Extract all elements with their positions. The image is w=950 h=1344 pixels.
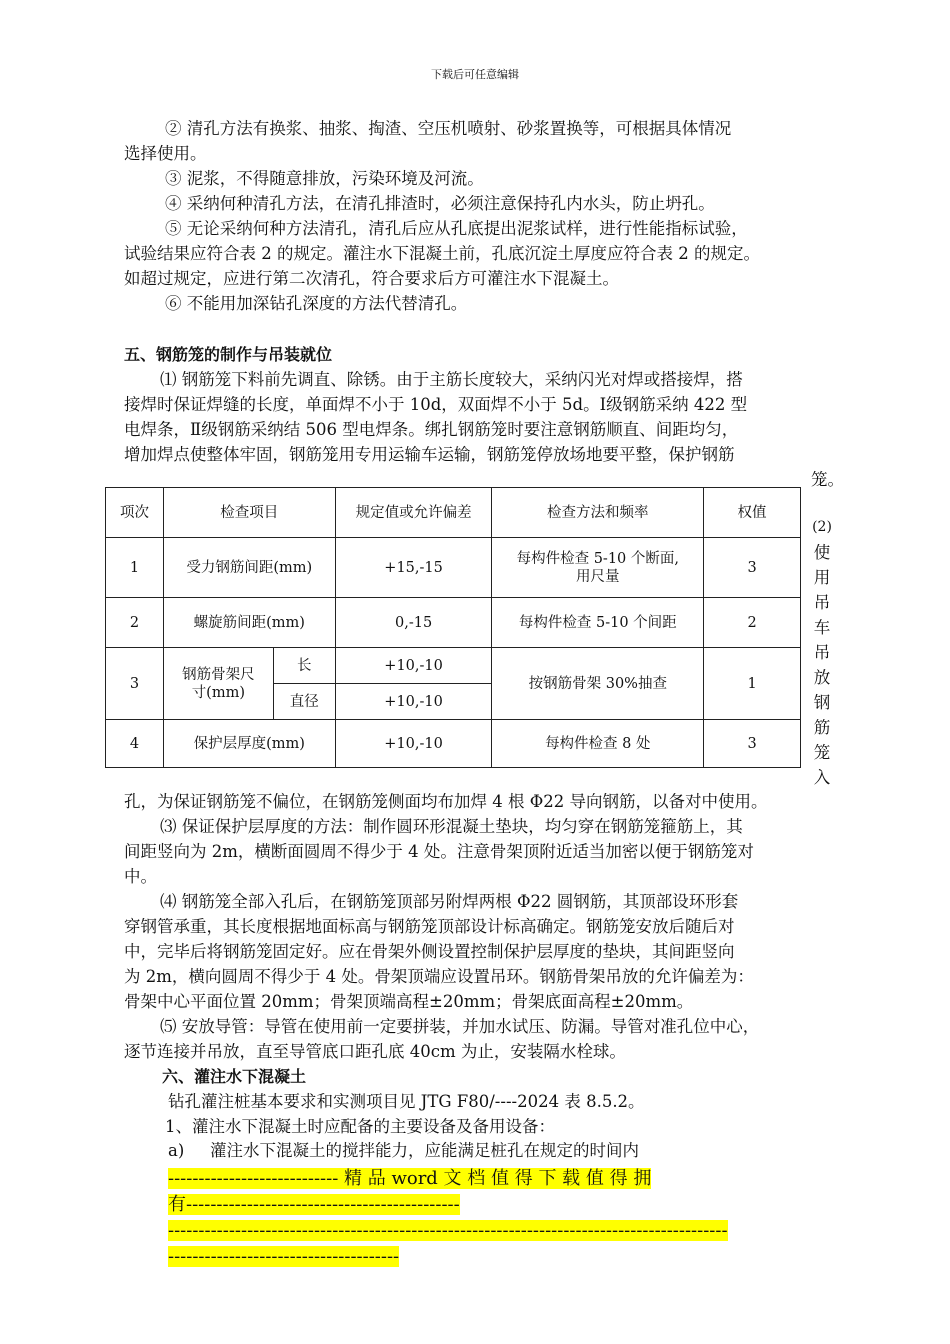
side-char: 放 [813, 668, 831, 687]
paragraph-line: 1、灌注水下混凝土时应配备的主要设备及备用设备： [165, 1117, 555, 1136]
table-row [106, 648, 801, 684]
rebar-inspection-table [105, 487, 801, 768]
table-cell: +10,-10 [335, 648, 492, 684]
side-char: (2) [812, 519, 832, 535]
side-char: 入 [813, 768, 831, 787]
table-cell [163, 648, 273, 720]
table-header-cell: 项次 [106, 488, 164, 538]
side-char: 吊 [813, 643, 831, 662]
paragraph-line: 笼。 [811, 470, 844, 489]
side-char: 吊 [813, 593, 831, 612]
table-header-cell: 规定值或允许偏差 [335, 488, 492, 538]
table-header-cell: 检查项目 [163, 488, 335, 538]
table-header-row [106, 488, 801, 538]
table-cell: +15,-15 [335, 538, 492, 598]
paragraph-line: ⑤ 无论采纳何种方法清孔，清孔后应从孔底提出泥浆试样，进行性能指标试验， [165, 219, 748, 238]
paragraph-line: 试验结果应符合表 2 的规定。灌注水下混凝土前，孔底沉淀土厚度应符合表 2 的规定。 [124, 244, 760, 263]
banner-line: ---------------------------- 精 品 word 文 档 值 得 下 载 值 得 拥 [168, 1168, 652, 1189]
cell-text-line: 用尺量 [576, 568, 620, 585]
cell-text-line: 每构件检查 5-10 个断面, [516, 550, 679, 567]
table-cell: 保护层厚度(mm) [163, 720, 335, 768]
paragraph-line: 孔，为保证钢筋笼不偏位，在钢筋笼侧面均布加焊 4 根 Φ22 导向钢筋，以备对中使用。 [124, 792, 768, 811]
paragraph-line: 灌注水下混凝土的搅拌能力，应能满足桩孔在规定的时间内 [210, 1141, 639, 1160]
paragraph-line: 钻孔灌注桩基本要求和实测项目见 JTG F80/----2024 表 8.5.2。 [168, 1092, 645, 1111]
section-heading: 六、灌注水下混凝土 [162, 1067, 307, 1086]
paragraph-line: 穿钢管承重，其长度根据地面标高与钢筋笼顶部设计标高确定。钢筋笼安放后随后对 [124, 917, 735, 936]
table-cell: 3 [106, 648, 164, 720]
table-cell: 3 [704, 538, 801, 598]
table-cell: 受力钢筋间距(mm) [163, 538, 335, 598]
banner-line: -------------------------------------------------------------------------------------------- [168, 1220, 728, 1241]
paragraph-line: 中。 [124, 867, 157, 886]
paragraph-line: ⑴ 钢筋笼下料前先调直、除锈。由于主筋长度较大，采纳闪光对焊或搭接焊，搭 [160, 370, 743, 389]
paragraph-line: ③ 泥浆，不得随意排放，污染环境及河流。 [165, 169, 484, 188]
list-marker: a) [168, 1141, 185, 1160]
paragraph-line: 为 2m，横向圆周不得少于 4 处。骨架顶端应设置吊环。钢筋骨架吊放的允许偏差为： [124, 967, 754, 986]
paragraph-line: ⑶ 保证保护层厚度的方法：制作圆环形混凝土垫块，均匀穿在钢筋笼箍筋上，其 [160, 817, 743, 836]
banner-line: -------------------------------------- [168, 1246, 400, 1267]
wrapped-side-text [807, 515, 837, 790]
table-cell: 每构件检查 8 处 [492, 720, 704, 768]
paragraph-line: 中，完毕后将钢筋笼固定好。应在骨架外侧设置控制保护层厚度的垫块，其间距竖向 [124, 942, 735, 961]
paragraph-line: 逐节连接并吊放，直至导管底口距孔底 40cm 为止，安装隔水栓球。 [124, 1042, 626, 1061]
table-cell: 按钢筋骨架 30%抽查 [492, 648, 704, 720]
table-cell: +10,-10 [335, 720, 492, 768]
cell-text-line: 钢筋骨架尺 [182, 666, 255, 683]
table-cell: 螺旋筋间距(mm) [163, 598, 335, 648]
table-cell: 长 [273, 648, 335, 684]
section-heading: 五、钢筋笼的制作与吊装就位 [124, 345, 333, 364]
paragraph-line: ⑥ 不能用加深钻孔深度的方法代替清孔。 [165, 294, 468, 313]
table-cell: 3 [704, 720, 801, 768]
table-row [106, 598, 801, 648]
paragraph-line: 如超过规定，应进行第二次清孔，符合要求后方可灌注水下混凝土。 [124, 269, 619, 288]
page-header: 下载后可任意编辑 [431, 68, 519, 81]
paragraph-line: ② 清孔方法有换浆、抽浆、掏渣、空压机喷射、砂浆置换等，可根据具体情况 [165, 119, 732, 138]
paragraph-line: 增加焊点使整体牢固，钢筋笼用专用运输车运输，钢筋笼停放场地要平整，保护钢筋 [124, 445, 735, 464]
side-char: 钢 [813, 693, 831, 712]
side-char: 使 [813, 543, 831, 562]
paragraph-line: 电焊条，Ⅱ级钢筋采纳结 506 型电焊条。绑扎钢筋笼时要注意钢筋顺直、间距均匀， [124, 420, 739, 439]
table-row [106, 720, 801, 768]
side-char: 筋 [813, 718, 831, 737]
paragraph-line: 选择使用。 [124, 144, 207, 163]
table-cell: 每构件检查 5-10 个间距 [492, 598, 704, 648]
table-cell: 0,-15 [335, 598, 492, 648]
table-cell: 直径 [273, 684, 335, 720]
table-cell: +10,-10 [335, 684, 492, 720]
paragraph-line: 间距竖向为 2m，横断面圆周不得少于 4 处。注意骨架顶附近适当加密以便于钢筋笼对 [124, 842, 754, 861]
promo-banner [168, 1166, 836, 1270]
table-cell [492, 538, 704, 598]
paragraph-line: ⑷ 钢筋笼全部入孔后，在钢筋笼顶部另附焊两根 Φ22 圆钢筋，其顶部设环形套 [160, 892, 739, 911]
table-header-cell: 权值 [704, 488, 801, 538]
banner-line: 有--------------------------------------------- [168, 1194, 460, 1215]
table-cell: 1 [106, 538, 164, 598]
side-char: 车 [813, 618, 831, 637]
table-cell: 2 [704, 598, 801, 648]
paragraph-line: 骨架中心平面位置 20mm；骨架顶端高程±20mm；骨架底面高程±20mm。 [124, 992, 694, 1011]
cell-text-line: 寸(mm) [191, 684, 246, 701]
side-char: 用 [813, 568, 831, 587]
paragraph-line: ⑸ 安放导管：导管在使用前一定要拼装，并加水试压、防漏。导管对准孔位中心， [160, 1017, 760, 1036]
paragraph-line: 接焊时保证焊缝的长度，单面焊不小于 10d，双面焊不小于 5d。Ⅰ级钢筋采纳 422 型 [124, 395, 748, 414]
table-cell: 4 [106, 720, 164, 768]
table-cell: 2 [106, 598, 164, 648]
side-char: 笼 [813, 743, 831, 762]
paragraph-line: ④ 采纳何种清孔方法，在清孔排渣时，必须注意保持孔内水头，防止坍孔。 [165, 194, 715, 213]
table-header-cell: 检查方法和频率 [492, 488, 704, 538]
table-cell: 1 [704, 648, 801, 720]
table-row [106, 538, 801, 598]
